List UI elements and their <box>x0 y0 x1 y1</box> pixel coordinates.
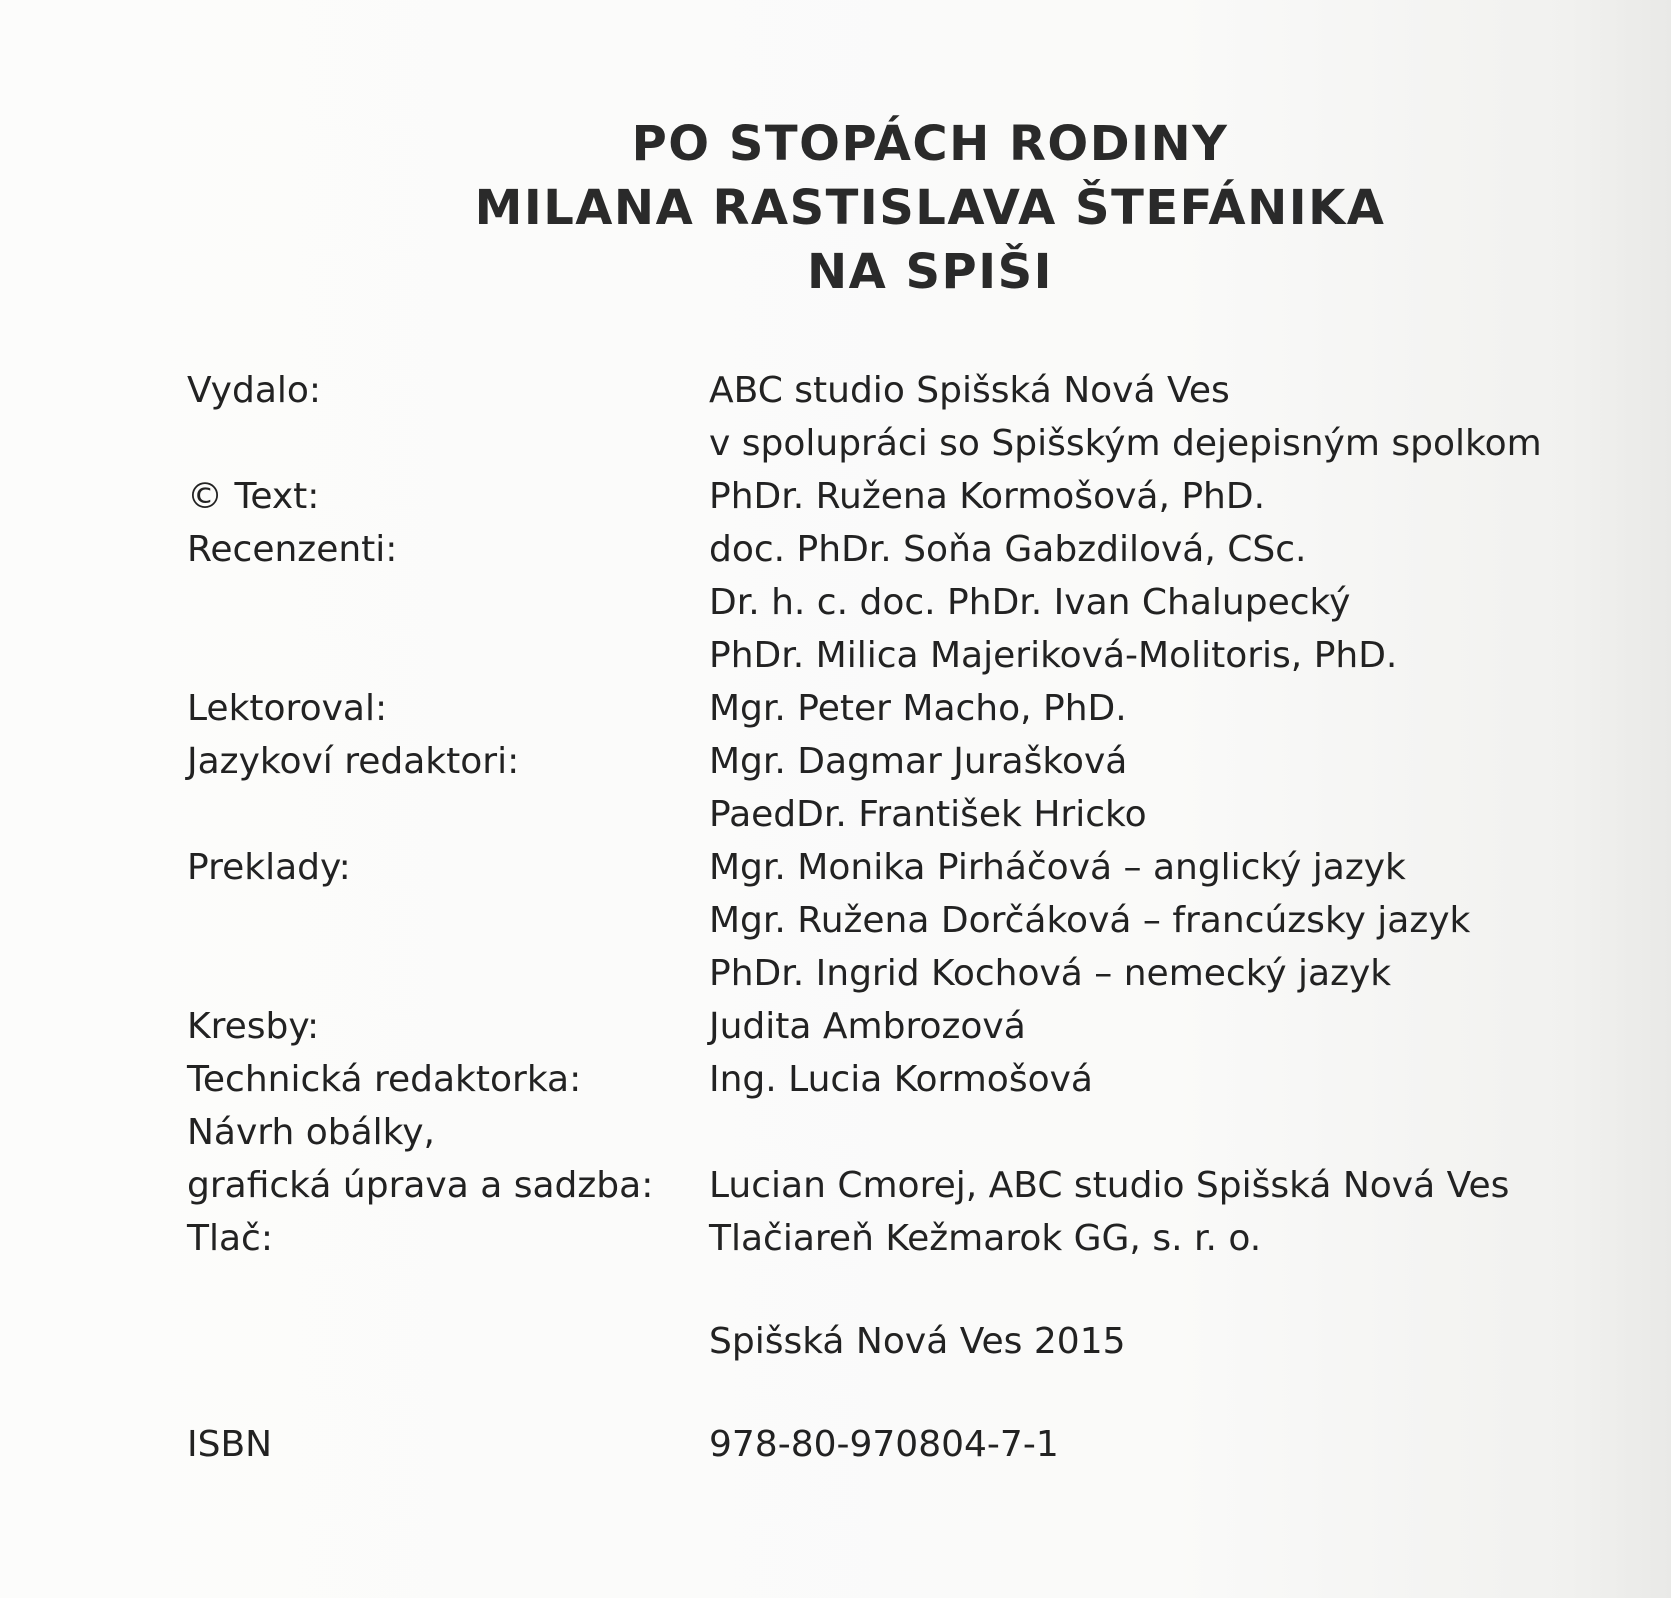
credit-value: PhDr. Ružena Kormošová, PhD. <box>709 476 1266 517</box>
credit-row-language-editors <box>187 735 1657 788</box>
credit-value: PhDr. Ingrid Kochová – nemecký jazyk <box>709 953 1392 994</box>
credit-row-technical-editor <box>187 1053 1657 1106</box>
place-year-row <box>187 1315 1657 1368</box>
credit-row-proofreader <box>187 682 1657 735</box>
credit-row-reviewers-cont <box>187 629 1657 682</box>
credit-row-translations-cont <box>187 894 1657 947</box>
credit-label: grafická úprava a sadzba: <box>187 1165 654 1206</box>
credit-value <box>709 1106 1657 1159</box>
credit-label-empty <box>187 576 709 629</box>
credit-value: doc. PhDr. Soňa Gabzdilová, CSc. <box>709 529 1307 570</box>
title-line-2: MILANA RASTISLAVA ŠTEFÁNIKA <box>474 180 1386 236</box>
credit-label-empty <box>187 788 709 841</box>
credit-row-text <box>187 470 1657 523</box>
credit-value: Lucian Cmorej, ABC studio Spišská Nová Ves <box>709 1165 1510 1206</box>
credit-label: Recenzenti: <box>187 529 398 570</box>
credit-row-translations-cont <box>187 947 1657 1000</box>
credit-value: Ing. Lucia Kormošová <box>709 1059 1093 1100</box>
credit-label: Návrh obálky, <box>187 1112 435 1153</box>
credit-label-empty <box>187 417 709 470</box>
place-year: Spišská Nová Ves 2015 <box>709 1321 1126 1362</box>
spacer <box>187 1265 1657 1315</box>
credit-label: © Text: <box>187 476 320 517</box>
credit-row-cover-design <box>187 1106 1657 1159</box>
credit-label: Kresby: <box>187 1006 320 1047</box>
credit-label: Vydalo: <box>187 370 322 411</box>
credit-label: Lektoroval: <box>187 688 388 729</box>
title-line-1: PO STOPÁCH RODINY <box>631 116 1229 172</box>
credit-row-publisher <box>187 364 1657 417</box>
credit-value: v spolupráci so Spišským dejepisným spolkom <box>709 423 1542 464</box>
credit-value: Judita Ambrozová <box>709 1006 1026 1047</box>
credit-value: PaedDr. František Hricko <box>709 794 1147 835</box>
credit-value: Mgr. Ružena Dorčáková – francúzsky jazyk <box>709 900 1471 941</box>
credit-value: Mgr. Dagmar Jurašková <box>709 741 1128 782</box>
credit-label: Tlač: <box>187 1218 273 1259</box>
credit-label-empty <box>187 947 709 1000</box>
credit-value: Tlačiareň Kežmarok GG, s. r. o. <box>709 1218 1262 1259</box>
credit-row-print <box>187 1212 1657 1265</box>
title-line-3: NA SPIŠI <box>806 244 1054 300</box>
credit-row-drawings <box>187 1000 1657 1053</box>
credit-label-empty <box>187 629 709 682</box>
book-title <box>0 112 1671 304</box>
credit-value: Mgr. Monika Pirháčová – anglický jazyk <box>709 847 1406 888</box>
credit-row-publisher-cont <box>187 417 1657 470</box>
credit-value: Mgr. Peter Macho, PhD. <box>709 688 1127 729</box>
credit-row-layout <box>187 1159 1657 1212</box>
credit-label: Preklady: <box>187 847 351 888</box>
credit-value: Dr. h. c. doc. PhDr. Ivan Chalupecký <box>709 582 1351 623</box>
credit-label-empty <box>187 1315 709 1368</box>
credit-value: ABC studio Spišská Nová Ves <box>709 370 1230 411</box>
credit-row-language-editors-cont <box>187 788 1657 841</box>
credit-value: PhDr. Milica Majeriková-Molitoris, PhD. <box>709 635 1398 676</box>
credit-row-reviewers-cont <box>187 576 1657 629</box>
credit-label: Jazykoví redaktori: <box>187 741 520 782</box>
isbn-label: ISBN <box>187 1424 273 1465</box>
spacer <box>187 1368 1657 1418</box>
credit-label-empty <box>187 894 709 947</box>
credit-row-translations <box>187 841 1657 894</box>
isbn-value: 978-80-970804-7-1 <box>709 1424 1059 1465</box>
credit-row-reviewers <box>187 523 1657 576</box>
credit-label: Technická redaktorka: <box>187 1059 582 1100</box>
isbn-row <box>187 1418 1657 1471</box>
imprint-credits <box>187 364 1657 1471</box>
